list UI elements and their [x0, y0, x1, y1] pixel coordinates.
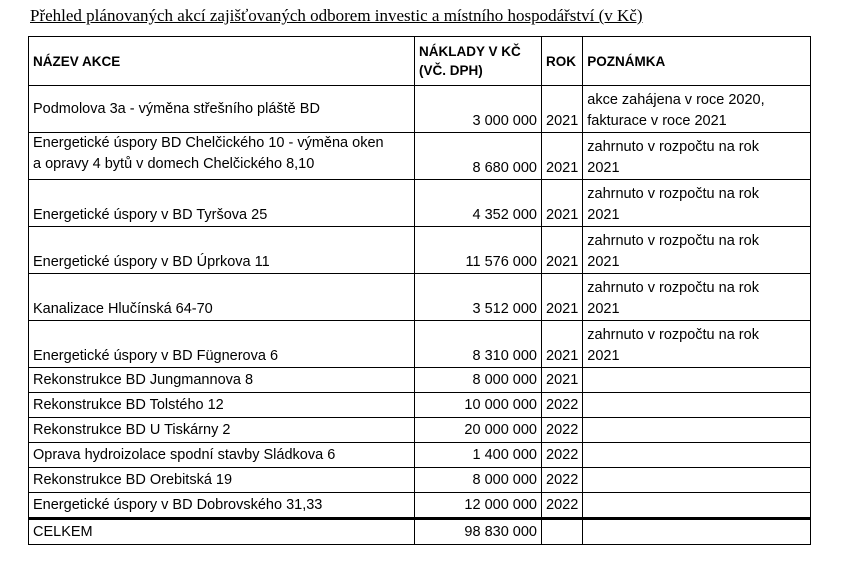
cell-year: 2021 [542, 368, 583, 393]
cell-year: 2021 [542, 133, 583, 180]
table-row [29, 393, 811, 418]
cell-note [583, 468, 811, 493]
cell-cost: 1 400 000 [415, 443, 542, 468]
investment-table [28, 36, 811, 545]
cell-name: Rekonstrukce BD Orebitská 19 [29, 468, 415, 493]
total-cost: 98 830 000 [415, 519, 542, 545]
header-cost-line1: NÁKLADY V KČ [419, 44, 521, 59]
cell-cost: 8 000 000 [415, 368, 542, 393]
header-cost [415, 37, 542, 86]
table-row [29, 368, 811, 393]
cell-year: 2021 [542, 227, 583, 274]
cell-cost: 4 352 000 [415, 180, 542, 227]
table-row [29, 133, 811, 180]
table-row [29, 418, 811, 443]
cell-note: zahrnuto v rozpočtu na rok 2021 [583, 274, 811, 321]
table-row [29, 227, 811, 274]
table-row [29, 468, 811, 493]
cell-year: 2021 [542, 274, 583, 321]
table-row [29, 321, 811, 368]
cell-year: 2022 [542, 393, 583, 418]
cell-cost: 20 000 000 [415, 418, 542, 443]
cell-year: 2021 [542, 86, 583, 133]
cell-note: zahrnuto v rozpočtu na rok 2021 [583, 321, 811, 368]
table-caption: Přehled plánovaných akcí zajišťovaných odborem investic a místního hospodářství (v Kč) [30, 6, 643, 25]
cell-year: 2022 [542, 468, 583, 493]
cell-note [583, 393, 811, 418]
table-row [29, 180, 811, 227]
cell-year: 2022 [542, 443, 583, 468]
cell-year: 2021 [542, 180, 583, 227]
cell-cost: 8 680 000 [415, 133, 542, 180]
cell-name: Energetické úspory v BD Fügnerova 6 [29, 321, 415, 368]
cell-note: zahrnuto v rozpočtu na rok 2021 [583, 180, 811, 227]
cell-name: Energetické úspory BD Chelčického 10 - výměna oken a opravy 4 bytů v domech Chelčického 8,10 [29, 133, 415, 180]
total-year [542, 519, 583, 545]
cell-note [583, 493, 811, 519]
table-row [29, 274, 811, 321]
cell-name: Rekonstrukce BD Jungmannova 8 [29, 368, 415, 393]
cell-name: Energetické úspory v BD Tyršova 25 [29, 180, 415, 227]
cell-note [583, 368, 811, 393]
header-year: ROK [542, 37, 583, 86]
cell-year: 2022 [542, 418, 583, 443]
header-cost-line2: (VČ. DPH) [419, 63, 483, 78]
total-label: CELKEM [29, 519, 415, 545]
cell-cost: 3 000 000 [415, 86, 542, 133]
header-row [29, 37, 811, 86]
cell-name: Podmolova 3a - výměna střešního pláště BD [29, 86, 415, 133]
cell-cost: 11 576 000 [415, 227, 542, 274]
total-note [583, 519, 811, 545]
cell-name: Energetické úspory v BD Dobrovského 31,33 [29, 493, 415, 519]
cell-note: zahrnuto v rozpočtu na rok 2021 [583, 133, 811, 180]
cell-cost: 8 310 000 [415, 321, 542, 368]
cell-name: Energetické úspory v BD Úprkova 11 [29, 227, 415, 274]
cell-note: zahrnuto v rozpočtu na rok 2021 [583, 227, 811, 274]
cell-name: Rekonstrukce BD Tolstého 12 [29, 393, 415, 418]
total-row [29, 519, 811, 545]
cell-note: akce zahájena v roce 2020, fakturace v roce 2021 [583, 86, 811, 133]
cell-cost: 12 000 000 [415, 493, 542, 519]
cell-year: 2021 [542, 321, 583, 368]
table-row [29, 86, 811, 133]
cell-name: Rekonstrukce BD U Tiskárny 2 [29, 418, 415, 443]
table-row [29, 443, 811, 468]
cell-year: 2022 [542, 493, 583, 519]
header-note: POZNÁMKA [583, 37, 811, 86]
cell-name: Oprava hydroizolace spodní stavby Sládkova 6 [29, 443, 415, 468]
cell-note [583, 418, 811, 443]
cell-note [583, 443, 811, 468]
cell-cost: 3 512 000 [415, 274, 542, 321]
cell-name: Kanalizace Hlučínská 64-70 [29, 274, 415, 321]
cell-cost: 8 000 000 [415, 468, 542, 493]
cell-cost: 10 000 000 [415, 393, 542, 418]
header-name: NÁZEV AKCE [29, 37, 415, 86]
table-row [29, 493, 811, 519]
